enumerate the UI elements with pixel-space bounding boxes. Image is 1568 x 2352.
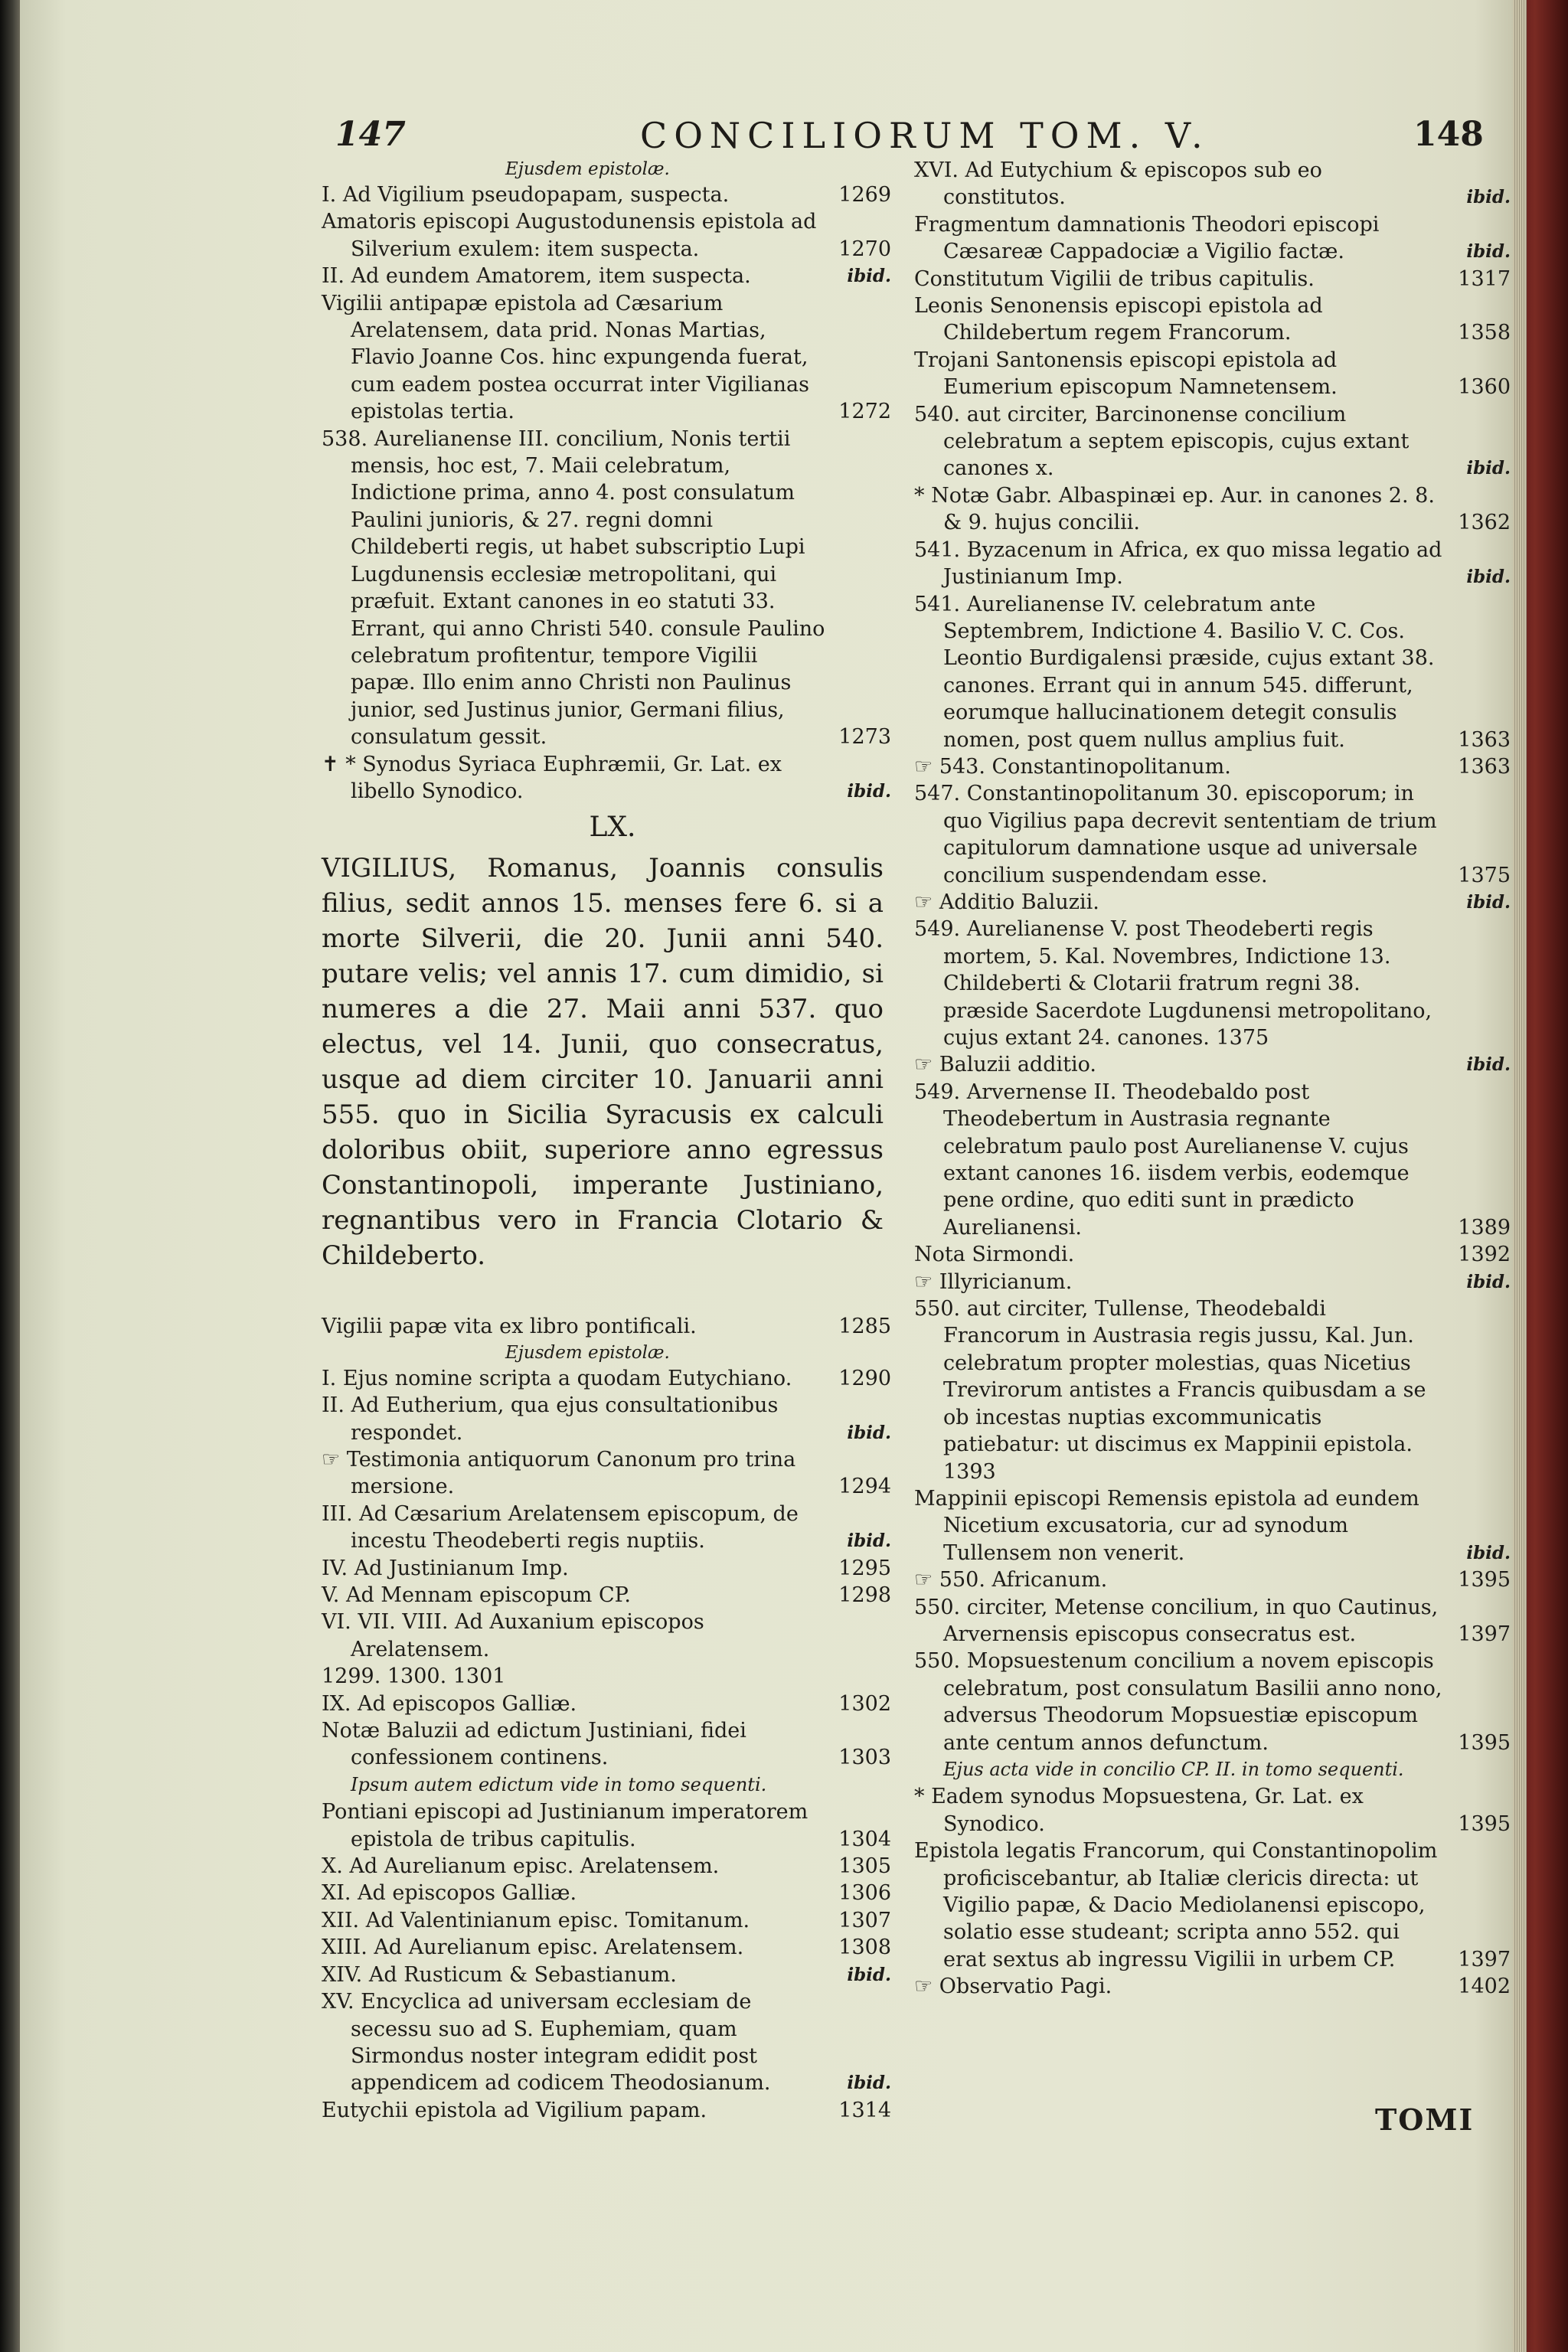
- entry-page-number: 1395: [1458, 1730, 1511, 1755]
- index-entry: [322, 181, 903, 208]
- entry-page-number: 1392: [1458, 1243, 1511, 1267]
- entry-text: Mappinii episcopi Remensis epistola ad eundem Nicetium excusatoria, cur ad synodum Tullensem non venerit.: [914, 1486, 1419, 1565]
- entry-page-number: 1270: [838, 237, 891, 261]
- entry-page-number: 1389: [1458, 1215, 1511, 1240]
- entry-text: II. Ad Eutherium, qua ejus consultationibus respondet.: [322, 1393, 779, 1445]
- entry-page-number: 1317: [1458, 266, 1511, 291]
- index-entry: [914, 1269, 1523, 1295]
- entry-text: Nota Sirmondi.: [914, 1243, 1075, 1267]
- index-entry: [914, 780, 1523, 889]
- entry-page-number: ibid.: [1466, 1542, 1511, 1563]
- entry-text: Trojani Santonensis episcopi epistola ad Eumerium episcopum Namnetensem.: [914, 348, 1338, 400]
- entry-page-number: 1363: [1458, 754, 1511, 779]
- entry-text: IV. Ad Justinianum Imp.: [322, 1556, 569, 1580]
- entry-text: 550. Mopsuestenum concilium a novem episcopis celebratum, post consulatum Basilii anno nono, adversus Theodorum Mopsuestiæ episcopum ante centum annos defunctum.: [914, 1649, 1442, 1755]
- index-entry: [914, 401, 1523, 482]
- entry-text: Epistola legatis Francorum, qui Constantinopolim proficiscebantur, ab Italiæ clericis directa: ut Vigilio papæ, & Dacio Mediolanensi episcopo, solatio esse studeant; scripta anno 552. qui erat sextus ab ingressu Vigilii in urbem CP.: [914, 1839, 1438, 1971]
- index-entry: [914, 591, 1523, 753]
- index-entry: [322, 1501, 903, 1555]
- index-entry: [914, 157, 1523, 211]
- entry-page-number: 1298: [838, 1583, 891, 1607]
- section-body: VIGILIUS, Romanus, Joannis consulis filius, sedit annos 15. menses fere 6. si a morte Silverii, die 20. Junii anni 540. putare velis; vel annis 17. cum dimidio, si numeres a die 27. Maii anni 537. quo electus, vel 14. Junii, quo consecratus, usque ad diem circiter 10. Januarii anni 555. quo in Sicilia Syracusis ex calculi doloribus obiit, superiore anno egressus Constantinopoli, imperante Justiniano, regnantibus vero in Francia Clotario & Childeberto.: [322, 853, 884, 1272]
- entry-text: XII. Ad Valentinianum episc. Tomitanum.: [322, 1908, 750, 1932]
- entry-page-number: ibid.: [847, 1422, 891, 1443]
- index-entry: [322, 1365, 903, 1392]
- entry-page-number: ibid.: [847, 1964, 891, 1985]
- index-entry: [914, 347, 1523, 401]
- entry-page-number: ibid.: [847, 1530, 891, 1552]
- entry-text: XIV. Ad Rusticum & Sebastianum.: [322, 1962, 677, 1987]
- entry-text: ☞ Testimonia antiquorum Canonum pro trina mersione.: [322, 1447, 796, 1499]
- entry-page-number: 1397: [1458, 1622, 1511, 1646]
- entry-page-number: ibid.: [1466, 1054, 1511, 1076]
- index-entry: [322, 1853, 903, 1880]
- index-entry: [322, 208, 903, 263]
- entry-page-number: ibid.: [1466, 241, 1511, 263]
- entry-text: ☞ Additio Baluzii.: [914, 890, 1099, 914]
- index-entry: [322, 1392, 903, 1446]
- index-entry: [322, 1880, 903, 1906]
- index-entry: [322, 2097, 903, 2124]
- index-entry: [914, 1838, 1523, 1973]
- index-entry: [914, 1241, 1523, 1268]
- entry-page-number: 1290: [838, 1366, 891, 1390]
- entry-text: Vigilii antipapæ epistola ad Cæsarium Arelatensem, data prid. Nonas Martias, Flavio Joanne Cos. hinc expungenda fuerat, cum eadem postea occurrat inter Vigilianas epistolas tertia.: [322, 291, 809, 424]
- entry-page-number: 1362: [1458, 511, 1511, 535]
- entry-page-number: 1285: [838, 1315, 891, 1339]
- left-column: [322, 157, 903, 2124]
- index-entry: [322, 1555, 903, 1582]
- index-entry: [914, 1783, 1523, 1838]
- entry-page-number: 1305: [838, 1854, 891, 1879]
- entry-text: Notæ Baluzii ad edictum Justiniani, fidei confessionem continens.: [322, 1719, 746, 1770]
- index-entry: [914, 1973, 1523, 2000]
- entry-text: Eutychii epistola ad Vigilium papam.: [322, 2098, 707, 2122]
- entry-text: III. Ad Cæsarium Arelatensem episcopum, de incestu Theodeberti regis nuptiis.: [322, 1501, 799, 1553]
- index-entry: [914, 1485, 1523, 1566]
- note-line: Ipsum autem edictum vide in tomo sequenti.: [351, 1773, 767, 1795]
- entry-text: XI. Ad episcopos Galliæ.: [322, 1881, 577, 1906]
- entry-text: * Eadem synodus Mopsuestena, Gr. Lat. ex Synodico.: [914, 1785, 1364, 1836]
- index-entry: [322, 1663, 903, 1690]
- entry-page-number: 1295: [838, 1556, 891, 1580]
- index-entry: [322, 1907, 903, 1934]
- index-entry: [914, 916, 1523, 1051]
- entry-text: XV. Encyclica ad universam ecclesiam de secessu suo ad S. Euphemiam, quam Sirmondus noster integram edidit post appendicem ad codicem Theodosianum.: [322, 1990, 771, 2096]
- entry-page-number: 1397: [1458, 1947, 1511, 1971]
- index-entry: [322, 1582, 903, 1609]
- running-title: CONCILIORUM TOM. V.: [640, 115, 1210, 156]
- entry-text: 538. Aurelianense III. concilium, Nonis tertii mensis, hoc est, 7. Maii celebratum, Indictione prima, anno 4. post consulatum Paulini junioris, & 27. regni domni Childeberti regis, ut habet subscriptio Lupi Lugdunensis ecclesiæ metropolitani, qui præfuit. Extant canones in eo statuti 33. Errant, qui anno Christi 540. consule Paulino celebratum profitentur, tempore Vigilii papæ. Illo enim anno Christi non Paulinus junior, sed Justinus junior, Germani filius, consulatum gessit.: [322, 426, 825, 750]
- entry-text: IX. Ad episcopos Galliæ.: [322, 1691, 577, 1716]
- entry-text: ☞ Observatio Pagi.: [914, 1975, 1112, 1999]
- entry-text: X. Ad Aurelianum episc. Arelatensem.: [322, 1854, 720, 1879]
- index-entry: [914, 266, 1523, 292]
- entry-text: ☞ Illyricianum.: [914, 1269, 1073, 1294]
- entry-page-number: 1395: [1458, 1568, 1511, 1592]
- entry-text: II. Ad eundem Amatorem, item suspecta.: [322, 264, 751, 289]
- entry-page-number: ibid.: [1466, 891, 1511, 913]
- entry-page-number: 1303: [838, 1746, 891, 1770]
- entry-text: Vigilii papæ vita ex libro pontificali.: [322, 1315, 697, 1339]
- entry-page-number: 1302: [838, 1691, 891, 1716]
- index-entry: [322, 751, 903, 805]
- index-entry: [322, 1313, 903, 1340]
- index-entry: [914, 889, 1523, 916]
- entry-text: ✝ * Synodus Syriaca Euphræmii, Gr. Lat. ex libello Synodico.: [322, 752, 782, 803]
- entry-text: Amatoris episcopi Augustodunensis epistola ad Silverium exulem: item suspecta.: [322, 210, 817, 261]
- right-column-list: [914, 157, 1523, 2001]
- entry-text: 550. aut circiter, Tullense, Theodebaldi Francorum in Austrasia regis jussu, Kal. Jun. celebratum propter molestias, quas Nicetius Trevirorum antistes a Francis quibusdam a se ob incestas nuptias excommunicatis patiebatur: ut discimus ex Mappinii epistola. 1393: [914, 1297, 1426, 1484]
- catchword: TOMI: [1375, 2102, 1475, 2137]
- entry-page-number: 1306: [838, 1881, 891, 1906]
- entry-text: * Notæ Gabr. Albaspinæi ep. Aur. in canones 2. 8. & 9. hujus concilii.: [914, 483, 1435, 535]
- entry-page-number: 1304: [838, 1827, 891, 1851]
- entry-text: 550. circiter, Metense concilium, in quo Cautinus, Arvernensis episcopus consecratus est.: [914, 1595, 1439, 1646]
- entry-text: V. Ad Mennam episcopum CP.: [322, 1583, 631, 1607]
- index-entry: [914, 1051, 1523, 1078]
- index-entry: [914, 292, 1523, 347]
- left-column-top-list: [322, 157, 903, 805]
- entry-page-number: 1360: [1458, 375, 1511, 400]
- index-entry: [914, 537, 1523, 591]
- subheading: Ejusdem epistolæ.: [505, 159, 670, 179]
- index-entry: [322, 1446, 903, 1501]
- entry-text: 540. aut circiter, Barcinonense concilium celebratum a septem episcopis, cujus extant canones x.: [914, 402, 1410, 481]
- index-entry: [322, 1690, 903, 1717]
- entry-page-number: ibid.: [847, 2073, 891, 2094]
- entry-text: ☞ 550. Africanum.: [914, 1568, 1108, 1592]
- entry-text: Leonis Senonensis episcopi epistola ad Childebertum regem Francorum.: [914, 294, 1323, 345]
- page-header: [20, 115, 1513, 161]
- entry-page-number: 1358: [1458, 321, 1511, 345]
- entry-text: XIII. Ad Aurelianum episc. Arelatensem.: [322, 1936, 744, 1960]
- entry-text: I. Ad Vigilium pseudopapam, suspecta.: [322, 183, 730, 207]
- book-page: [20, 0, 1513, 2352]
- entry-page-number: 1273: [838, 725, 891, 750]
- entry-text: 541. Byzacenum in Africa, ex quo missa legatio ad Justinianum Imp.: [914, 537, 1442, 590]
- section-heading: LX.: [589, 812, 636, 844]
- entry-page-number: 1307: [838, 1908, 891, 1932]
- note-line: Ejus acta vide in concilio CP. II. in tomo sequenti.: [943, 1758, 1404, 1780]
- entry-page-number: 1395: [1458, 1811, 1511, 1836]
- entry-page-number: 1402: [1458, 1975, 1511, 1999]
- book-spine-shadow: [0, 0, 20, 2352]
- entry-text: 549. Arvernense II. Theodebaldo post Theodebertum in Austrasia regnante celebratum paulo post Aurelianense V. cujus extant canones 16. iisdem verbis, eodemque pene ordine, quo editi sunt in prædicto Aurelianensi.: [914, 1080, 1410, 1240]
- entry-page-number: 1363: [1458, 727, 1511, 752]
- page-fore-edge: [1513, 0, 1527, 2352]
- entry-page-number: ibid.: [1466, 567, 1511, 588]
- index-entry: [914, 482, 1523, 537]
- index-entry: [322, 290, 903, 426]
- entry-text: ☞ 543. Constantinopolitanum.: [914, 754, 1231, 779]
- entry-text: ☞ Baluzii additio.: [914, 1053, 1096, 1077]
- entry-page-number: 1308: [838, 1936, 891, 1960]
- entry-text: 549. Aurelianense V. post Theodeberti regis mortem, 5. Kal. Novembres, Indictione 13. Childeberti & Clotarii fratrum regni 38. præside Sacerdote Lugdunensi metropolitano, cujus extant 24. canones. 1375: [914, 917, 1432, 1050]
- entry-text: Fragmentum damnationis Theodori episcopi Cæsareæ Cappadociæ a Vigilio factæ.: [914, 212, 1380, 264]
- index-entry: [322, 1609, 903, 1663]
- entry-page-number: 1294: [838, 1475, 891, 1499]
- index-entry: [914, 211, 1523, 266]
- index-entry: [914, 1295, 1523, 1485]
- entry-page-number: ibid.: [1466, 458, 1511, 479]
- left-page-number: 147: [335, 115, 406, 154]
- left-column-bottom-list: [322, 1313, 903, 2124]
- index-entry: [322, 1962, 903, 1988]
- index-entry: [914, 1648, 1523, 1756]
- entry-page-number: ibid.: [847, 780, 891, 802]
- index-entry: [322, 263, 903, 289]
- entry-text: 1299. 1300. 1301: [322, 1664, 506, 1689]
- entry-text: Constitutum Vigilii de tribus capitulis.: [914, 266, 1315, 291]
- entry-page-number: ibid.: [1466, 187, 1511, 208]
- entry-page-number: ibid.: [847, 266, 891, 287]
- entry-text: VI. VII. VIII. Ad Auxanium episcopos Arelatensem.: [322, 1610, 704, 1661]
- index-entry: [322, 1717, 903, 1772]
- index-entry: [914, 753, 1523, 780]
- entry-page-number: 1269: [838, 183, 891, 207]
- right-page-number: 148: [1413, 115, 1484, 154]
- index-entry: [914, 1079, 1523, 1241]
- index-entry: [914, 1594, 1523, 1648]
- entry-text: XVI. Ad Eutychium & episcopos sub eo constitutos.: [914, 158, 1322, 210]
- entry-page-number: 1314: [838, 2098, 891, 2122]
- index-entry: [322, 426, 903, 751]
- entry-text: Pontiani episcopi ad Justinianum imperatorem epistola de tribus capitulis.: [322, 1800, 808, 1851]
- entry-text: 541. Aurelianense IV. celebratum ante Septembrem, Indictione 4. Basilio V. C. Cos. Leontio Burdigalensi præside, cujus extant 38. canones. Errant qui in annum 545. differunt, eorumque hallucinationem detegit consulis nomen, post quem nullus amplius fuit.: [914, 592, 1435, 752]
- index-entry: [322, 1988, 903, 2097]
- entry-text: 547. Constantinopolitanum 30. episcoporum; in quo Vigilius papa decrevit sententiam de trium capitulorum damnatione usque ad universale concilium suspendendam esse.: [914, 782, 1437, 887]
- entry-page-number: 1375: [1458, 863, 1511, 887]
- entry-page-number: ibid.: [1466, 1271, 1511, 1292]
- entry-page-number: 1272: [838, 400, 891, 424]
- subheading: Ejusdem epistolæ.: [505, 1342, 670, 1363]
- index-entry: [914, 1566, 1523, 1593]
- entry-text: I. Ejus nomine scripta a quodam Eutychiano.: [322, 1366, 792, 1390]
- right-column: [914, 157, 1523, 2001]
- index-entry: [322, 1934, 903, 1961]
- index-entry: [322, 1798, 903, 1853]
